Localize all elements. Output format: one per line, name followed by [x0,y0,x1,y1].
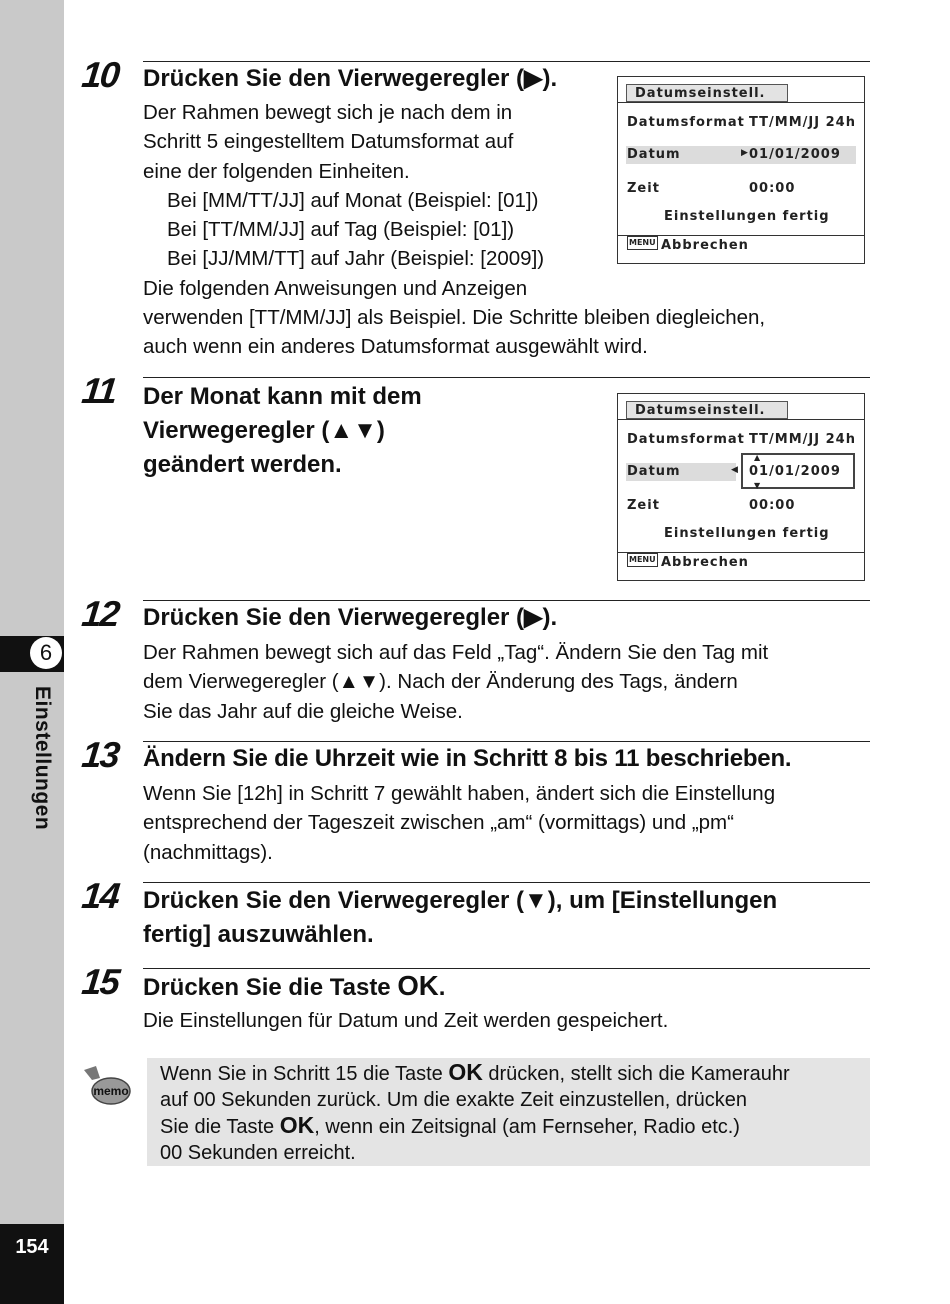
camera-screen-date-format [617,76,865,264]
step-heading [143,969,445,1005]
date-label: Datum [627,464,681,479]
step-heading: Ändern Sie die Uhrzeit wie in Schritt 8 bis 11 beschrieben. [143,745,792,772]
body-line: Der Rahmen bewegt sich je nach dem in [143,101,513,124]
step-body [143,779,870,867]
cancel-label: Abbrechen [661,238,749,253]
step-divider [143,377,870,378]
screen-tab-title: Datumseinstell. [626,401,788,419]
screen-divider [618,419,864,420]
step-number: 10 [79,54,121,95]
body-line: Die folgenden Anweisungen und Anzeigen [143,276,528,300]
up-arrow-icon: ▲ [754,453,761,462]
time-value: 00:00 [749,181,796,196]
body-line: auch wenn ein anderes Datumsformat ausgewählt wird. [143,335,648,359]
memo-line [160,1113,860,1141]
step-heading [143,380,422,482]
ok-button-symbol: OK [448,1059,483,1085]
settings-done-option: Einstellungen fertig [664,209,830,224]
memo-text-part: Wenn Sie in Schritt 15 die Taste [160,1063,449,1085]
body-line: Bei [JJ/MM/TT] auf Jahr (Beispiel: [2009]) [167,247,545,271]
body-line: Schritt 5 eingestelltem Datumsformat auf [143,130,514,154]
heading-text: . [438,974,446,1001]
step-body [143,1006,870,1035]
left-arrow-icon: ◀ [731,465,739,475]
body-line: dem Vierwegeregler (▲▼). Nach der Änderung des Tags, ändern [143,670,738,694]
date-label: Datum [627,147,681,162]
step-body [143,638,870,726]
screen-divider [618,102,864,103]
step-number: 15 [79,961,121,1002]
step-divider [143,882,870,883]
date-format-label: Datumsformat [627,115,745,130]
body-line: Sie das Jahr auf die gleiche Weise. [143,699,463,723]
date-format-label: Datumsformat [627,432,745,447]
time-label: Zeit [627,498,660,513]
ok-button-symbol: OK [397,970,439,1001]
date-value: 01/01/2009 [749,464,841,479]
right-arrow-icon: ▶ [741,148,749,158]
ok-button-symbol: OK [279,1112,315,1138]
memo-text-part: , wenn ein Zeitsignal (am Fernseher, Radio etc.) [314,1116,740,1138]
memo-text-part: drücken, stellt sich die Kamerauhr [482,1063,790,1085]
date-value: 01/01/2009 [749,147,841,162]
memo-line [160,1060,860,1088]
memo-text [160,1060,860,1166]
screen-tab-title: Datumseinstell. [626,84,788,102]
page-number: 154 [15,1236,49,1258]
memo-icon-label: memo [93,1084,129,1098]
memo-line: 00 Sekunden erreicht. [160,1141,356,1164]
date-format-value: TT/MM/JJ 24h [749,115,856,130]
heading-text: Drücken Sie die Taste [143,974,398,1001]
step-number: 13 [79,734,121,775]
memo-text-part: Sie die Taste [160,1116,280,1138]
body-line: verwenden [TT/MM/JJ] als Beispiel. Die Schritte bleiben diegleichen, [143,306,766,330]
step-number: 12 [79,593,121,634]
date-format-value: TT/MM/JJ 24h [749,432,856,447]
memo-line: auf 00 Sekunden zurück. Um die exakte Zeit einzustellen, drücken [160,1088,747,1111]
memo-icon [82,1064,132,1110]
body-line: eine der folgenden Einheiten. [143,159,410,183]
down-arrow-icon: ▼ [754,481,761,490]
time-value: 00:00 [749,498,796,513]
step-heading [143,884,777,952]
step-number: 14 [79,875,121,916]
chapter-title: Einstellungen [31,686,54,831]
body-line: Der Rahmen bewegt sich auf das Feld „Tag“. Ändern Sie den Tag mit [143,641,769,664]
time-label: Zeit [627,181,660,196]
body-line: Wenn Sie [12h] in Schritt 7 gewählt haben, ändert sich die Einstellung [143,782,776,805]
body-line: (nachmittags). [143,840,273,864]
body-line: Bei [MM/TT/JJ] auf Monat (Beispiel: [01]) [167,188,539,212]
heading-line: Der Monat kann mit dem [143,383,422,410]
body-line: entsprechend der Tageszeit zwischen „am“ (vormittags) und „pm“ [143,811,734,835]
settings-done-option: Einstellungen fertig [664,526,830,541]
step-heading: Drücken Sie den Vierwegeregler (▶). [143,65,558,92]
heading-line: fertig] auszuwählen. [143,921,374,948]
body-line: Bei [TT/MM/JJ] auf Tag (Beispiel: [01]) [167,218,515,242]
menu-button-icon: MENU [627,236,658,250]
camera-screen-month-edit [617,393,865,581]
body-line: Die Einstellungen für Datum und Zeit werden gespeichert. [143,1009,669,1032]
heading-line: Drücken Sie den Vierwegeregler (▼), um [Einstellungen [143,887,778,914]
step-heading: Drücken Sie den Vierwegeregler (▶). [143,604,558,631]
cancel-label: Abbrechen [661,555,749,570]
chapter-number: 6 [30,637,62,669]
heading-line: Vierwegeregler (▲▼) [143,417,385,444]
heading-line: geändert werden. [143,451,342,478]
step-number: 11 [79,370,118,411]
menu-button-icon: MENU [627,553,658,567]
